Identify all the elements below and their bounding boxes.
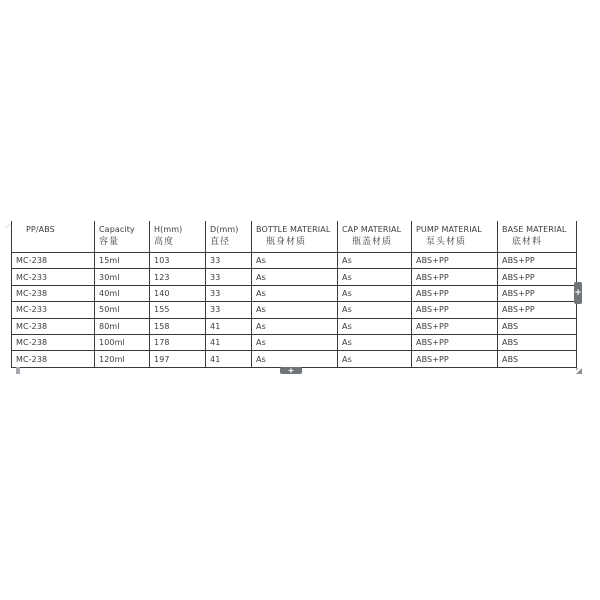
cell-bottle-material[interactable]: As (252, 253, 338, 269)
table-row (12, 351, 577, 367)
plus-icon: + (287, 366, 295, 375)
cell-cap-material[interactable]: As (338, 253, 412, 269)
header-cell-capacity[interactable] (95, 221, 150, 253)
table-row (12, 269, 577, 285)
cell-cap-material[interactable]: As (338, 318, 412, 334)
cell-bottle-material[interactable]: As (252, 302, 338, 318)
cell-pump-material[interactable]: ABS+PP (412, 318, 498, 334)
cell-base-material[interactable]: ABS+PP (498, 269, 577, 285)
cell-capacity[interactable]: 100ml (95, 334, 150, 350)
cell-bottle-material[interactable]: As (252, 318, 338, 334)
cell-diameter[interactable]: 41 (206, 351, 252, 367)
cell-bottle-material[interactable]: As (252, 269, 338, 285)
cell-pump-material[interactable]: ABS+PP (412, 285, 498, 301)
cell-base-material[interactable]: ABS (498, 334, 577, 350)
cell-capacity[interactable]: 80ml (95, 318, 150, 334)
add-column-button[interactable] (574, 282, 582, 304)
header-label-en: D(mm) (210, 225, 239, 234)
cell-model[interactable]: MC-238 (12, 318, 95, 334)
cell-height[interactable]: 155 (150, 302, 206, 318)
table-row (12, 318, 577, 334)
cell-diameter[interactable]: 33 (206, 302, 252, 318)
cell-cap-material[interactable]: As (338, 269, 412, 285)
cell-pump-material[interactable]: ABS+PP (412, 269, 498, 285)
cell-diameter[interactable]: 33 (206, 253, 252, 269)
header-label-en: PP/ABS (26, 225, 55, 234)
table-resize-handle[interactable] (576, 368, 582, 374)
cell-capacity[interactable]: 50ml (95, 302, 150, 318)
cell-cap-material[interactable]: As (338, 302, 412, 318)
resize-grip-icon (576, 368, 582, 374)
cell-height[interactable]: 123 (150, 269, 206, 285)
cell-cap-material[interactable]: As (338, 285, 412, 301)
cell-base-material[interactable]: ABS+PP (498, 302, 577, 318)
row-select-handle[interactable] (16, 367, 20, 374)
cell-model[interactable]: MC-238 (12, 334, 95, 350)
header-label-en: BASE MATERIAL (502, 225, 567, 234)
table-move-handle[interactable] (4, 214, 12, 220)
cell-height[interactable]: 140 (150, 285, 206, 301)
header-cell-bottle-material[interactable] (252, 221, 338, 253)
table-row (12, 302, 577, 318)
table-row (12, 253, 577, 269)
cell-bottle-material[interactable]: As (252, 351, 338, 367)
cell-bottle-material[interactable]: As (252, 334, 338, 350)
cell-pump-material[interactable]: ABS+PP (412, 334, 498, 350)
header-label-en: PUMP MATERIAL (416, 225, 482, 234)
header-cell-pump-material[interactable] (412, 221, 498, 253)
cell-base-material[interactable]: ABS+PP (498, 285, 577, 301)
header-label-zh: 泵头材质 (426, 237, 467, 247)
header-label-en: CAP MATERIAL (342, 225, 402, 234)
header-label-zh: 高度 (154, 237, 175, 247)
cell-diameter[interactable]: 41 (206, 334, 252, 350)
header-label-en: Capacity (99, 225, 135, 234)
header-label-zh: 瓶身材质 (266, 237, 307, 247)
cell-pump-material[interactable]: ABS+PP (412, 253, 498, 269)
table-header-row (12, 221, 577, 253)
header-label-zh: 容量 (99, 237, 120, 247)
cell-base-material[interactable]: ABS (498, 351, 577, 367)
header-cell-diameter[interactable] (206, 221, 252, 253)
cell-height[interactable]: 197 (150, 351, 206, 367)
cell-cap-material[interactable]: As (338, 334, 412, 350)
cell-model[interactable]: MC-233 (12, 269, 95, 285)
header-cell-height[interactable] (150, 221, 206, 253)
cell-height[interactable]: 178 (150, 334, 206, 350)
cell-capacity[interactable]: 30ml (95, 269, 150, 285)
cell-diameter[interactable]: 33 (206, 285, 252, 301)
header-label-en: BOTTLE MATERIAL (256, 225, 331, 234)
cell-base-material[interactable]: ABS (498, 318, 577, 334)
product-spec-table (11, 221, 577, 368)
header-label-en: H(mm) (154, 225, 183, 234)
header-cell-cap-material[interactable] (338, 221, 412, 253)
cell-height[interactable]: 103 (150, 253, 206, 269)
cell-bottle-material[interactable]: As (252, 285, 338, 301)
cell-capacity[interactable]: 120ml (95, 351, 150, 367)
cell-height[interactable]: 158 (150, 318, 206, 334)
cell-model[interactable]: MC-238 (12, 253, 95, 269)
cell-model[interactable]: MC-238 (12, 351, 95, 367)
header-label-zh: 直径 (210, 237, 231, 247)
cell-diameter[interactable]: 33 (206, 269, 252, 285)
cell-pump-material[interactable]: ABS+PP (412, 302, 498, 318)
cell-capacity[interactable]: 40ml (95, 285, 150, 301)
cell-diameter[interactable]: 41 (206, 318, 252, 334)
header-cell-base-material[interactable] (498, 221, 577, 253)
plus-icon: + (574, 288, 582, 298)
header-label-zh: 底材料 (512, 237, 543, 247)
table-row (12, 334, 577, 350)
add-row-button[interactable] (280, 367, 302, 374)
cell-pump-material[interactable]: ABS+PP (412, 351, 498, 367)
header-label-zh: 瓶盖材质 (352, 237, 393, 247)
header-cell-model[interactable] (12, 221, 95, 253)
table-row (12, 285, 577, 301)
cell-base-material[interactable]: ABS+PP (498, 253, 577, 269)
cell-capacity[interactable]: 15ml (95, 253, 150, 269)
cell-cap-material[interactable]: As (338, 351, 412, 367)
cell-model[interactable]: MC-233 (12, 302, 95, 318)
cell-model[interactable]: MC-238 (12, 285, 95, 301)
